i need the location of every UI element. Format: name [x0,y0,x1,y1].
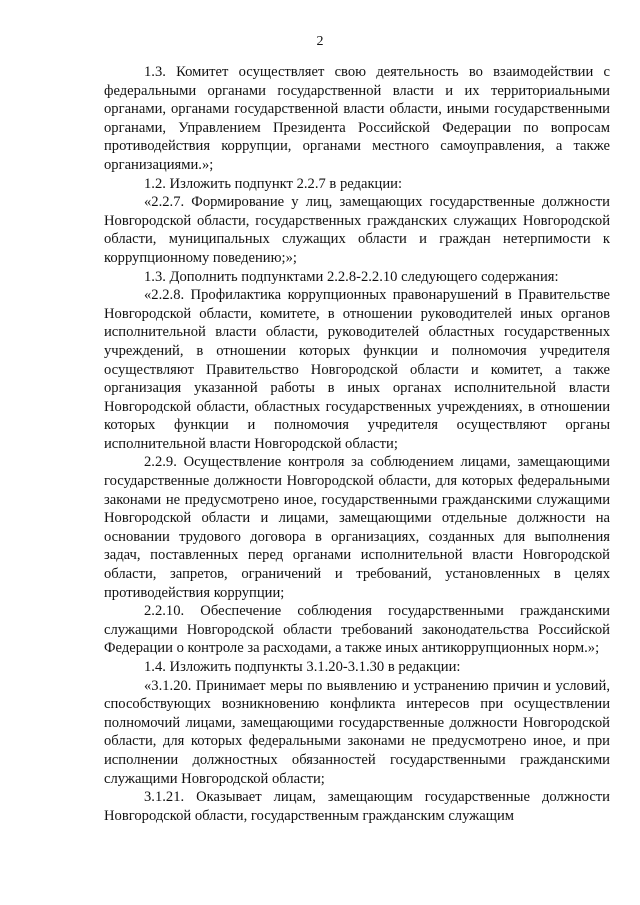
page-number: 2 [316,34,324,49]
paragraph-add-2-2-8-to-2-2-10: 1.3. Дополнить подпунктами 2.2.8-2.2.10 следующего содержания: [144,268,559,285]
paragraph-2-2-8: «2.2.8. Профилактика коррупционных правонарушений в Правительстве Новгородской области, комитете, в отношении руководителей иных органов исполнительной власти области, руководителей областных государственных учреждений, в отношении которых функции и полномочия учредителя осуществляют Правительство Новгородской области и комитет, а также организация указанной работы в иных органах исполнительной власти Новгородской области, областных государственных учреждениях, в отношении которых функции и полномочия учредителя осуществляют органы исполнительной власти Новгородской области; [104,287,610,452]
paragraph-2-2-10: 2.2.10. Обеспечение соблюдения государственными гражданскими служащими Новгородской области требований законодательства Российской Федерации о контроле за расходами, а также иных антикоррупционных норм.»; [104,603,610,657]
paragraph-amend-2-2-7: 1.2. Изложить подпункт 2.2.7 в редакции: [144,175,403,192]
paragraph-2-2-9: 2.2.9. Осуществление контроля за соблюдением лицами, замещающими государственные должности Новгородской области, для которых федеральными законами не предусмотрено иное, государственными гражданскими служащими Новгородской области и лицами, замещающими отдельные должности на основании трудового договора в организациях, созданных для выполнения задач, поставленных перед органами исполнительной власти Новгородской области, запретов, ограничений и требований, установленных в целях противодействия коррупции; [104,454,610,601]
paragraph-2-2-7: «2.2.7. Формирование у лиц, замещающих государственные должности Новгородской области, государственных гражданских служащих Новгородской области, муниципальных служащих области и граждан нетерпимости к коррупционному поведению;»; [104,194,610,266]
paragraph-3-1-20: «3.1.20. Принимает меры по выявлению и устранению причин и условий, способствующих возникновению конфликта интересов при осуществлении полномочий лицами, замещающими государственные должности Новгородской области, для которых федеральными законами не предусмотрено иное, и при исполнении должностных обязанностей государственными гражданскими служащими Новгородской области; [104,677,610,787]
paragraph-amend-3-1-20-to-3-1-30: 1.4. Изложить подпункты 3.1.20-3.1.30 в редакции: [144,659,461,675]
paragraph-3-1-21: 3.1.21. Оказывает лицам, замещающим государственные должности Новгородской области, государственным гражданским служащим [104,789,610,824]
document-body [104,63,610,825]
paragraph-1-3-committee: 1.3. Комитет осуществляет свою деятельность во взаимодействии с федеральными органами государственной власти и их территориальными органами, органами государственной власти области, иными государственными органами, Управлением Президента Российской Федерации по вопросам противодействия коррупции, органами местного самоуправления, а также организациями.»; [104,64,610,173]
